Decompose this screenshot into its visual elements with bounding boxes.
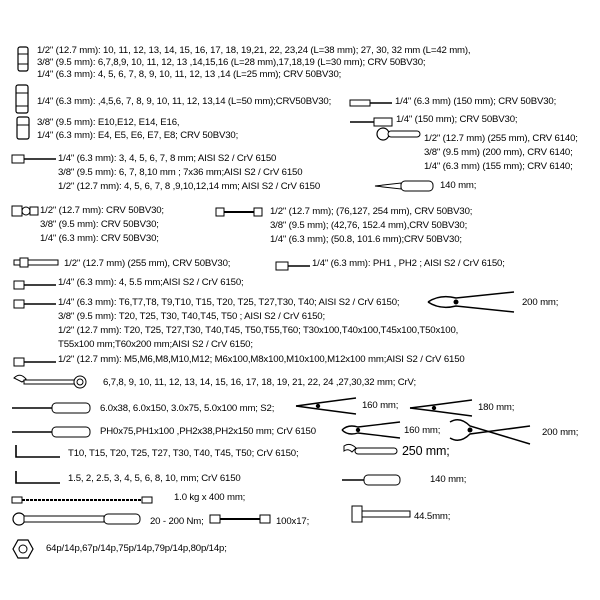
needle-nose-pliers-text: 160 mm; <box>362 400 399 411</box>
extensions-line-2: 3/8" (9.5 mm); (42,76, 152.4 mm),CRV 50BV30; <box>270 220 468 231</box>
ratchet-icon <box>376 126 422 147</box>
sliding-bar-text: 1/2" (12.7 mm) (255 mm), CRV 50BV30; <box>64 258 231 269</box>
deep-socket-icon <box>14 84 30 119</box>
screwdriver-adapter-icon <box>350 95 392 113</box>
universal-joint-icon <box>12 204 38 223</box>
torx-line-4: T55x100 mm;T60x200 mm;AISI S2 / CrV 6150; <box>58 339 253 350</box>
hex-key-icon <box>12 469 62 492</box>
torx-key-icon <box>12 443 62 466</box>
hex-bit-line-2: 3/8" (9.5 mm): 6, 7, 8,10 mm ; 7x36 mm;AISI S2 / CrV 6150 <box>58 167 303 178</box>
sliding-bar-icon <box>210 512 270 531</box>
flexible-shaft-icon <box>12 492 152 510</box>
extension-100-text: 100x17; <box>276 516 310 527</box>
sockets-line-3: 1/4" (6.3 mm): 4, 5, 6, 7, 8, 9, 10, 11, 12, 13 ,14 (L=25 mm); CRV 50BV30; <box>37 69 342 80</box>
phillips-screwdrivers-text: PH0x75,PH1x100 ,PH2x38,PH2x150 mm; CrV 6150 <box>100 426 316 437</box>
needle-nose-pliers-icon <box>296 396 358 421</box>
hex-nut-icon <box>12 539 34 564</box>
universal-joint-line-1: 1/2" (12.7 mm): CRV 50BV30; <box>40 205 164 216</box>
ratchets-line-1: 1/2" (12.7 mm) (255 mm), CRV 6140; <box>424 133 578 144</box>
sockets-line-2: 3/8" (9.5 mm): 6,7,8,9, 10, 11, 12, 13 ,14,15,16 (L=28 mm),17,18,19 (L=30 mm); CRV 50BV30; <box>37 57 426 68</box>
sockets-line-1: 1/2" (12.7 mm): 10, 11, 12, 13, 14, 15, 16, 17, 18, 19,21, 22, 23,24 (L=38 mm); 27, 30, 32 mm (L=42 mm), <box>37 45 471 56</box>
hammer-text: 44.5mm; <box>414 511 451 522</box>
extensions-line-1: 1/2" (12.7 mm); (76,127, 254 mm), CRV 50BV30; <box>270 206 473 217</box>
spline-m-text: 1/2" (12.7 mm): M5,M6,M8,M10,M12; M6x100,M8x100,M10x100,M12x100 mm;AISI S2 / CrV 6150 <box>58 354 465 365</box>
universal-joint-line-3: 1/4" (6.3 mm): CRV 50BV30; <box>40 233 159 244</box>
universal-joint-line-2: 3/8" (9.5 mm): CRV 50BV30; <box>40 219 159 230</box>
water-pump-pliers-text: 200 mm; <box>542 427 579 438</box>
combination-pliers-icon <box>426 288 516 321</box>
adjustable-wrench-text: 250 mm; <box>402 444 450 458</box>
wrenches-text: 6,7,8, 9, 10, 11, 12, 13, 14, 15, 16, 17, 18, 19, 21, 22, 24 ,27,30,32 mm; CrV; <box>103 377 416 388</box>
combination-wrench-icon <box>12 374 88 395</box>
torx-bit-socket-icon <box>14 296 56 314</box>
bit-holder-text: 1/4" (150 mm); CRV 50BV30; <box>396 114 518 125</box>
combination-pliers-text: 200 mm; <box>522 297 559 308</box>
voltage-tester-icon <box>342 473 402 491</box>
phillips-screwdriver-icon <box>12 425 92 443</box>
water-pump-pliers-icon <box>448 414 532 453</box>
slotted-bit-text: 1/4" (6.3 mm): 4, 5.5 mm;AISI S2 / CrV 6150; <box>58 277 244 288</box>
socket-icon <box>16 46 30 77</box>
total-pieces-text: 64p/14p,67p/14p,75p/14p,79p/14p,80p/14p; <box>46 543 227 554</box>
torx-line-3: 1/2" (12.7 mm): T20, T25, T27,T30, T40,T45, T50,T55,T60; T30x100,T40x100,T45x100,T50x100, <box>58 325 459 336</box>
slotted-screwdriver-icon <box>12 401 92 419</box>
long-nose-pliers-text: 180 mm; <box>478 402 515 413</box>
extensions-line-3: 1/4" (6.3 mm); (50.8, 101.6 mm);CRV 50BV30; <box>270 234 462 245</box>
e-sockets-line-2: 1/4" (6.3 mm): E4, E5, E6, E7, E8; CRV 50BV30; <box>37 130 239 141</box>
spark-plug-text: 140 mm; <box>440 180 477 191</box>
screwdriver-adapter-text: 1/4" (6.3 mm) (150 mm); CRV 50BV30; <box>395 96 557 107</box>
torx-keys-text: T10, T15, T20, T25, T27, T30, T40, T45, T50; CrV 6150; <box>68 448 299 459</box>
hex-bit-line-1: 1/4" (6.3 mm): 3, 4, 5, 6, 7, 8 mm; AISI S2 / CrV 6150 <box>58 153 277 164</box>
spline-bit-socket-icon <box>14 354 56 372</box>
ratchets-line-3: 1/4" (6.3 mm) (155 mm); CRV 6140; <box>424 161 573 172</box>
phillips-bit-text: 1/4" (6.3 mm): PH1 , PH2 ; AISI S2 / CrV 6150; <box>312 258 505 269</box>
torx-line-2: 3/8" (9.5 mm): T20, T25, T30, T40,T45, T50 ; AISI S2 / CrV 6150; <box>58 311 326 322</box>
torx-line-1: 1/4" (6.3 mm): T6,T7,T8, T9,T10, T15, T20, T25, T27,T30, T40; AISI S2 / CrV 6150; <box>58 297 400 308</box>
hex-bit-line-3: 1/2" (12.7 mm): 4, 5, 6, 7, 8 ,9,10,12,14 mm; AISI S2 / CrV 6150 <box>58 181 321 192</box>
hex-keys-text: 1.5, 2, 2.5, 3, 4, 5, 6, 8, 10, mm; CrV 6150 <box>68 473 241 484</box>
hammer-icon <box>352 504 412 529</box>
ratchets-line-2: 3/8" (9.5 mm) (200 mm), CRV 6140; <box>424 147 573 158</box>
cutting-pliers-text: 160 mm; <box>404 425 441 436</box>
phillips-bit-socket-icon <box>276 258 310 276</box>
e-socket-icon <box>16 116 30 145</box>
slotted-screwdrivers-text: 6.0x38, 6.0x150, 3.0x75, 5.0x100 mm; S2; <box>100 403 275 414</box>
sliding-t-bar-icon <box>14 256 60 274</box>
deep-sockets-text: 1/4" (6.3 mm): ,4,5,6, 7, 8, 9, 10, 11, 12, 13,14 (L=50 mm);CRV50BV30; <box>37 96 332 107</box>
hex-bit-socket-icon <box>12 152 56 170</box>
e-sockets-line-1: 3/8" (9.5 mm): E10,E12, E14, E16, <box>37 117 180 128</box>
voltage-tester-text: 140 mm; <box>430 474 467 485</box>
slotted-bit-socket-icon <box>14 277 56 295</box>
flex-drive-text: 1.0 kg x 400 mm; <box>174 492 246 503</box>
spark-plug-tool-icon <box>375 179 435 198</box>
torque-wrench-text: 20 - 200 Nm; <box>150 516 204 527</box>
torque-wrench-icon <box>12 512 142 531</box>
extension-bar-icon <box>216 205 262 223</box>
adjustable-wrench-icon <box>342 442 398 465</box>
